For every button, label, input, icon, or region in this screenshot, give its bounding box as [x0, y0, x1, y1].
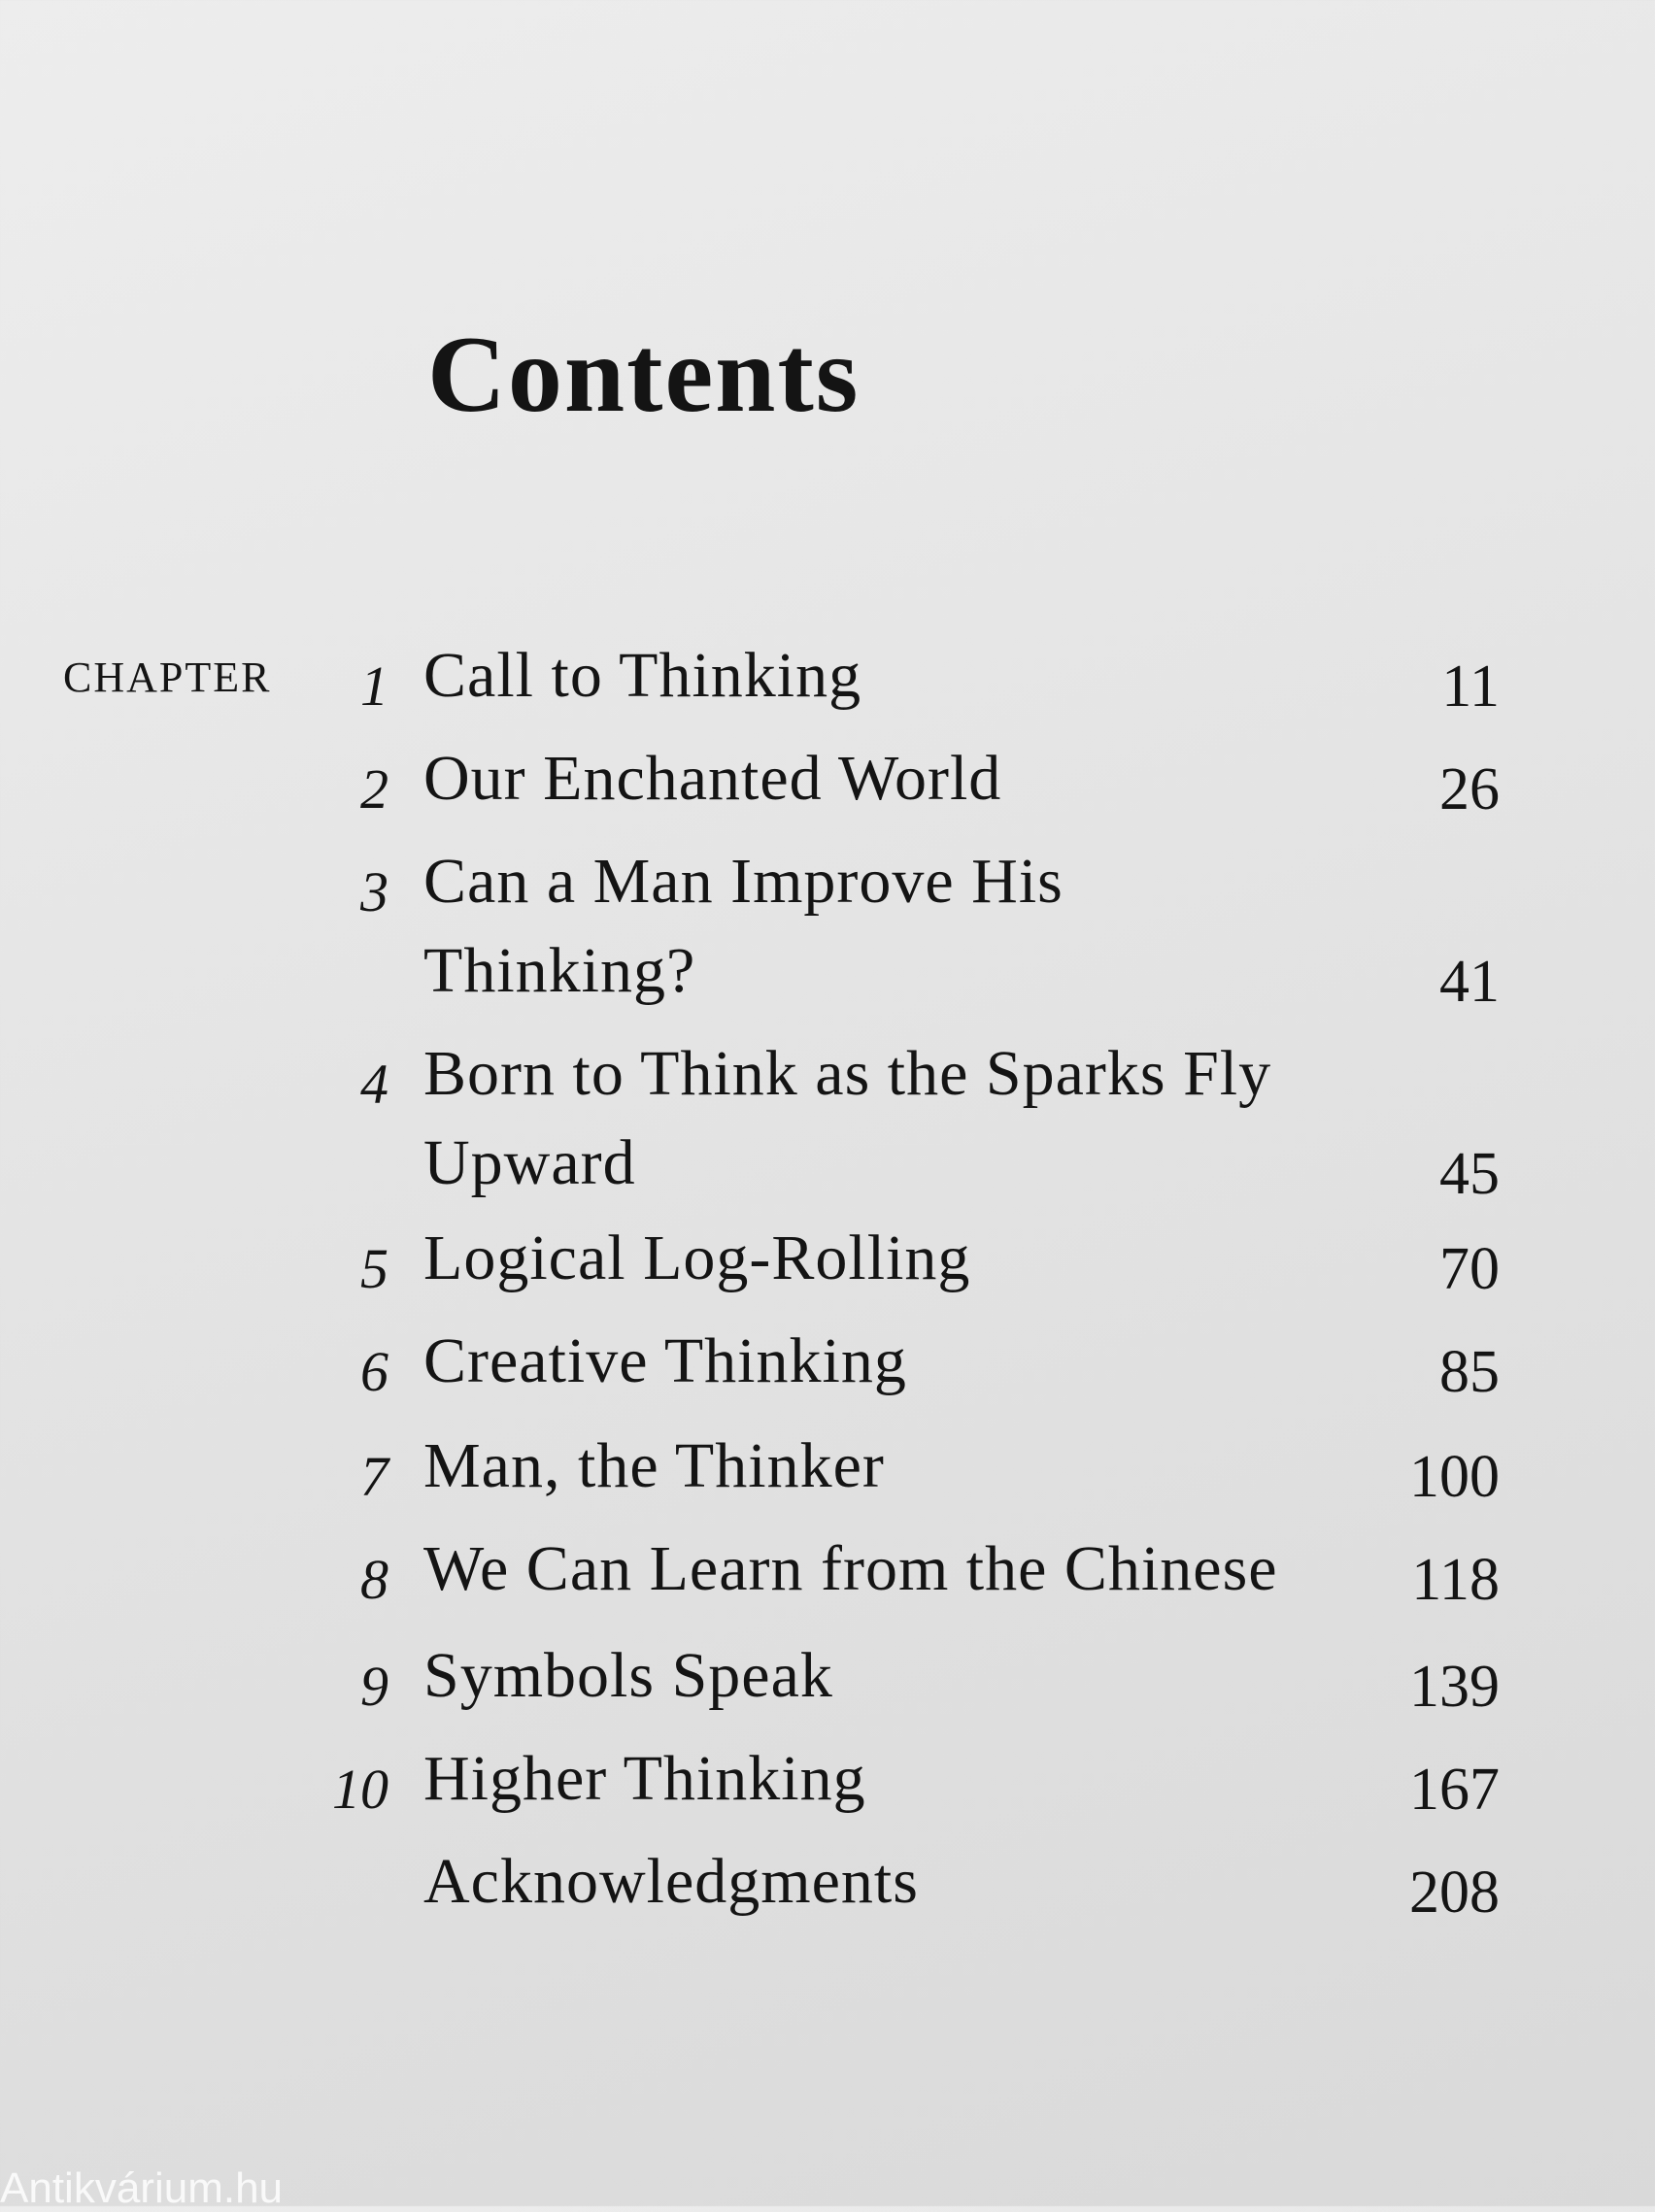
toc-chapter-number: 6 — [360, 1340, 388, 1403]
toc-chapter-title: Higher Thinking — [423, 1743, 866, 1814]
toc-chapter-number: 7 — [360, 1445, 388, 1508]
toc-page-number: 41 — [1439, 949, 1500, 1015]
toc-page-number: 11 — [1441, 654, 1500, 720]
toc-chapter-title: Creative Thinking — [423, 1325, 907, 1396]
toc-chapter-title: Symbols Speak — [423, 1640, 833, 1711]
chapter-label: CHAPTER — [63, 654, 272, 701]
toc-chapter-title: Acknowledgments — [423, 1846, 919, 1917]
toc-chapter-title: Logical Log-Rolling — [423, 1223, 971, 1293]
watermark: Antikvárium.hu — [0, 2164, 284, 2212]
toc-chapter-number: 1 — [360, 654, 388, 718]
toc-chapter-number: 2 — [360, 757, 388, 821]
page-title: Contents — [427, 315, 861, 435]
toc-chapter-number: 3 — [360, 860, 388, 923]
toc-chapter-number: 5 — [360, 1237, 388, 1300]
toc-chapter-title: Born to Think as the Sparks Fly Upward — [423, 1038, 1272, 1198]
toc-page-number: 26 — [1439, 756, 1500, 822]
toc-page-number: 45 — [1439, 1141, 1500, 1207]
toc-chapter-title: Can a Man Improve His Thinking? — [423, 846, 1064, 1006]
toc-page-number: 118 — [1411, 1547, 1500, 1613]
toc-chapter-title: Call to Thinking — [423, 640, 862, 711]
toc-chapter-number: 9 — [360, 1655, 388, 1718]
toc-page-number: 100 — [1409, 1444, 1500, 1510]
toc-chapter-title: Our Enchanted World — [423, 743, 1002, 814]
toc-page-number: 85 — [1439, 1339, 1500, 1405]
toc-chapter-number: 8 — [360, 1548, 388, 1611]
toc-page-number: 167 — [1409, 1757, 1500, 1823]
toc-chapter-title: Man, the Thinker — [423, 1430, 885, 1501]
toc-chapter-number: 10 — [332, 1758, 388, 1821]
toc-page-number: 70 — [1439, 1236, 1500, 1302]
toc-chapter-title: We Can Learn from the Chinese — [423, 1533, 1278, 1604]
toc-chapter-number: 4 — [360, 1053, 388, 1116]
toc-page-number: 208 — [1409, 1860, 1500, 1926]
toc-page-number: 139 — [1409, 1654, 1500, 1720]
